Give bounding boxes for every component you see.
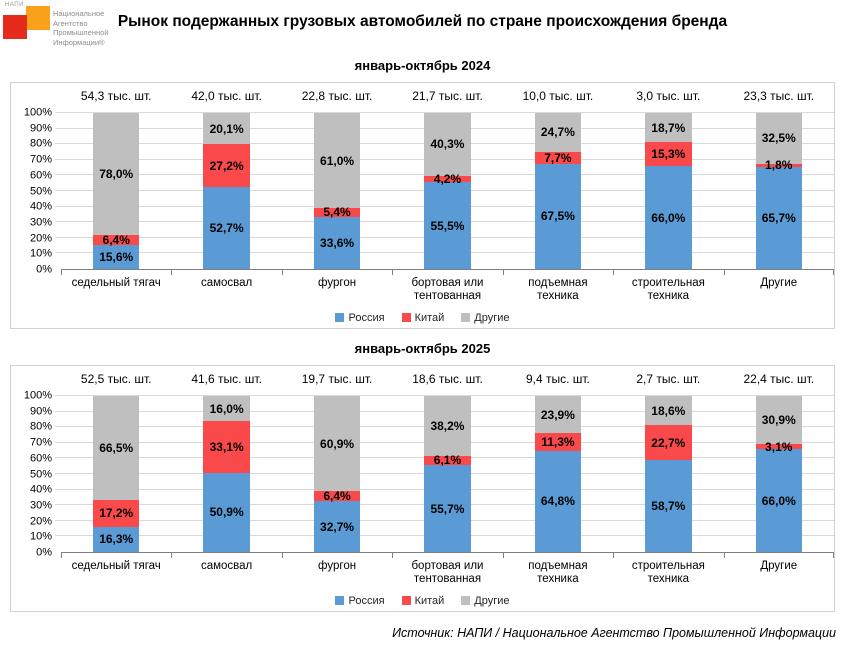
stacked-bar bbox=[314, 396, 360, 552]
bar-slot bbox=[613, 396, 723, 552]
logo-text-line: Информации® bbox=[53, 37, 105, 47]
logo-text-line: Национальное bbox=[53, 9, 105, 18]
segment-value-label: 1,8% bbox=[765, 158, 793, 173]
segment-value-label: 15,3% bbox=[651, 147, 686, 162]
bar-slot bbox=[61, 113, 171, 269]
stacked-bar bbox=[535, 396, 581, 552]
legend-swatch-others bbox=[461, 313, 470, 322]
page-title: Рынок подержанных грузовых автомобилей по стране происхождения бренда bbox=[117, 13, 728, 30]
category-label bbox=[282, 270, 392, 307]
y-axis-tick-label: 40% bbox=[29, 200, 52, 213]
y-axis-tick-label: 80% bbox=[29, 420, 52, 433]
segment-value-label: 6,4% bbox=[102, 232, 130, 247]
legend-label: Китай bbox=[414, 594, 445, 607]
segment-value-label: 32,5% bbox=[761, 131, 796, 146]
segment-value-label: 24,7% bbox=[540, 125, 575, 140]
segment-russia bbox=[535, 164, 581, 269]
bar-slot bbox=[392, 113, 502, 269]
category-label bbox=[724, 553, 834, 590]
segment-russia bbox=[93, 245, 139, 269]
y-axis-tick-label: 100% bbox=[23, 389, 52, 402]
bar-total-label: 22,8 тыс. шт. bbox=[301, 89, 373, 103]
category-label-text: Другие bbox=[760, 560, 798, 572]
segment-value-label: 65,7% bbox=[761, 210, 796, 225]
bar-total-label: 41,6 тыс. шт. bbox=[191, 372, 262, 386]
legend-item-russia bbox=[335, 595, 384, 607]
segment-value-label: 78,0% bbox=[99, 166, 134, 181]
segment-china bbox=[535, 433, 581, 451]
bars bbox=[61, 396, 834, 552]
category-label-text: седельный тягач bbox=[71, 277, 161, 289]
segment-value-label: 55,5% bbox=[430, 218, 465, 233]
y-axis-tick-label: 20% bbox=[29, 515, 52, 528]
y-axis-tick-label: 60% bbox=[29, 452, 52, 465]
segment-russia bbox=[424, 182, 470, 269]
segment-value-label: 22,7% bbox=[651, 435, 686, 450]
segment-value-label: 17,2% bbox=[99, 506, 134, 521]
segment-value-label: 33,6% bbox=[320, 235, 355, 250]
segment-value-label: 64,8% bbox=[540, 494, 575, 509]
category-label-text: самосвал bbox=[200, 560, 253, 572]
napi-logo-wordmark: НАПИ bbox=[5, 2, 24, 8]
segment-value-label: 16,0% bbox=[209, 401, 244, 416]
y-axis bbox=[11, 389, 61, 559]
stacked-bar bbox=[756, 396, 802, 552]
y-axis-tick-label: 0% bbox=[36, 546, 52, 559]
segment-russia bbox=[93, 527, 139, 552]
segment-others bbox=[645, 396, 691, 425]
bar-total-label: 52,5 тыс. шт. bbox=[80, 372, 152, 386]
y-axis-tick-label: 50% bbox=[29, 468, 52, 480]
y-axis-tick-label: 20% bbox=[29, 232, 52, 245]
stacked-bar bbox=[535, 113, 581, 269]
chart-jan-oct-2024 bbox=[10, 58, 835, 329]
category-label-text: седельный тягач bbox=[71, 560, 161, 572]
legend bbox=[11, 307, 834, 328]
legend-label: Другие bbox=[474, 594, 510, 607]
segment-value-label: 6,1% bbox=[433, 453, 462, 468]
bars bbox=[61, 113, 834, 269]
bar-total-label: 2,7 тыс. шт. bbox=[636, 372, 701, 386]
plot-area bbox=[61, 396, 834, 553]
segment-value-label: 20,1% bbox=[209, 121, 244, 136]
legend-swatch-russia bbox=[335, 313, 344, 322]
category-label-text: бортовая или тентованная bbox=[411, 277, 484, 302]
segment-value-label: 11,3% bbox=[541, 435, 575, 450]
segment-value-label: 5,4% bbox=[323, 205, 351, 220]
category-label-text: подъемная техника bbox=[528, 277, 588, 302]
category-label-text: строительная техника bbox=[631, 277, 705, 302]
segment-value-label: 23,9% bbox=[540, 407, 575, 422]
legend-swatch-china bbox=[402, 596, 411, 605]
segment-value-label: 30,9% bbox=[761, 413, 796, 428]
chart-subtitle-2025: январь-октябрь 2025 bbox=[354, 341, 491, 356]
segment-russia bbox=[203, 473, 249, 552]
segment-others bbox=[756, 396, 802, 444]
category-label-text: подъемная техника bbox=[528, 560, 588, 585]
segment-value-label: 18,6% bbox=[651, 403, 686, 418]
stacked-bar bbox=[424, 396, 470, 552]
segment-russia bbox=[645, 460, 691, 552]
bar-total-label: 18,6 тыс. шт. bbox=[412, 372, 483, 386]
segment-value-label: 66,0% bbox=[651, 210, 686, 225]
logo-text-line: Промышленной bbox=[53, 28, 109, 37]
chart-frame bbox=[10, 365, 835, 612]
stacked-bar bbox=[645, 396, 691, 552]
bar-total-label: 22,4 тыс. шт. bbox=[743, 372, 815, 386]
bar-slot bbox=[282, 396, 392, 552]
segment-china bbox=[424, 453, 470, 468]
totals-row bbox=[61, 86, 834, 113]
segment-others bbox=[645, 113, 691, 142]
category-label bbox=[282, 553, 392, 590]
category-label bbox=[503, 553, 613, 590]
legend-label: Китай bbox=[414, 311, 445, 324]
category-label bbox=[171, 270, 281, 307]
segment-value-label: 15,6% bbox=[99, 249, 134, 264]
y-axis-tick-label: 70% bbox=[29, 436, 52, 449]
segment-value-label: 38,2% bbox=[430, 418, 465, 433]
segment-others bbox=[203, 396, 249, 421]
segment-others bbox=[756, 113, 802, 164]
source-note: Источник: НАПИ / Национальное Агентство Промышленной Информации bbox=[392, 626, 836, 640]
segment-china bbox=[424, 172, 470, 187]
legend-item-china bbox=[402, 312, 445, 324]
stacked-bar bbox=[314, 113, 360, 269]
bar-total-label: 23,3 тыс. шт. bbox=[743, 89, 815, 103]
segment-value-label: 18,7% bbox=[651, 120, 686, 135]
segment-value-label: 66,5% bbox=[99, 440, 134, 455]
bar-total-label: 9,4 тыс. шт. bbox=[525, 372, 590, 386]
segment-china bbox=[756, 158, 802, 173]
segment-russia bbox=[756, 167, 802, 269]
legend-item-russia bbox=[335, 312, 384, 324]
segment-china bbox=[645, 425, 691, 460]
segment-value-label: 16,3% bbox=[99, 532, 134, 547]
category-label-text: строительная техника bbox=[631, 560, 705, 585]
category-label-text: фургон bbox=[318, 277, 357, 289]
bar-slot bbox=[61, 396, 171, 552]
logo-orange-square-icon bbox=[26, 6, 50, 30]
segment-russia bbox=[203, 187, 249, 269]
segment-value-label: 6,4% bbox=[323, 489, 351, 504]
y-axis-tick-label: 90% bbox=[29, 405, 52, 418]
bar-slot bbox=[282, 113, 392, 269]
chart-frame bbox=[10, 82, 835, 329]
segment-value-label: 66,0% bbox=[761, 493, 796, 508]
category-label bbox=[171, 553, 281, 590]
legend bbox=[11, 590, 834, 611]
legend-label: Россия bbox=[348, 311, 385, 324]
stacked-bar bbox=[203, 396, 249, 552]
segment-others bbox=[535, 113, 581, 152]
segment-china bbox=[93, 500, 139, 527]
bar-slot bbox=[503, 113, 613, 269]
bar-slot bbox=[171, 113, 281, 269]
chart-subtitle-2024: январь-октябрь 2024 bbox=[354, 58, 491, 73]
bar-slot bbox=[392, 396, 502, 552]
stacked-bar bbox=[93, 113, 139, 269]
bar-slot bbox=[613, 113, 723, 269]
bar-slot bbox=[724, 113, 834, 269]
segment-russia bbox=[645, 166, 691, 269]
y-axis-tick-label: 90% bbox=[29, 122, 52, 135]
category-label bbox=[61, 270, 171, 307]
category-label-text: фургон bbox=[318, 560, 357, 572]
stacked-bar bbox=[424, 113, 470, 269]
segment-others bbox=[424, 396, 470, 456]
category-label-text: Другие bbox=[760, 277, 798, 289]
legend-label: Другие bbox=[474, 311, 510, 324]
segment-others bbox=[93, 396, 139, 500]
segment-value-label: 27,2% bbox=[209, 158, 244, 173]
x-axis-labels bbox=[61, 270, 834, 307]
stacked-bar bbox=[645, 113, 691, 269]
segment-china bbox=[645, 142, 691, 166]
totals-row bbox=[61, 369, 834, 396]
napi-logo bbox=[2, 2, 152, 64]
segment-value-label: 40,3% bbox=[430, 137, 465, 152]
bar-total-label: 19,7 тыс. шт. bbox=[301, 372, 373, 386]
bar-total-label: 10,0 тыс. шт. bbox=[522, 89, 594, 103]
segment-value-label: 67,5% bbox=[540, 209, 575, 224]
y-axis-tick-label: 30% bbox=[29, 499, 52, 512]
segment-china bbox=[203, 421, 249, 473]
segment-china bbox=[203, 144, 249, 186]
category-label-text: бортовая или тентованная bbox=[411, 560, 484, 585]
segment-russia bbox=[314, 501, 360, 552]
segment-value-label: 60,9% bbox=[320, 436, 355, 451]
segment-value-label: 4,2% bbox=[433, 172, 462, 187]
legend-swatch-others bbox=[461, 596, 470, 605]
bar-total-label: 3,0 тыс. шт. bbox=[636, 89, 701, 103]
segment-others bbox=[314, 113, 360, 208]
segment-russia bbox=[314, 217, 360, 269]
y-axis-tick-label: 70% bbox=[29, 153, 52, 166]
segment-value-label: 33,1% bbox=[209, 439, 244, 454]
y-axis bbox=[11, 106, 61, 276]
chart-jan-oct-2025 bbox=[10, 341, 835, 612]
category-label bbox=[613, 553, 723, 590]
category-label-text: самосвал bbox=[200, 277, 253, 289]
legend-item-china bbox=[402, 595, 445, 607]
y-axis-tick-label: 60% bbox=[29, 169, 52, 182]
segment-value-label: 61,0% bbox=[320, 153, 355, 168]
y-axis-tick-label: 100% bbox=[23, 106, 52, 119]
legend-swatch-russia bbox=[335, 596, 344, 605]
category-label bbox=[724, 270, 834, 307]
segment-others bbox=[424, 113, 470, 176]
segment-value-label: 58,7% bbox=[651, 499, 686, 514]
bar-slot bbox=[503, 396, 613, 552]
y-axis-tick-label: 50% bbox=[29, 185, 52, 197]
segment-value-label: 3,1% bbox=[765, 439, 793, 454]
category-label bbox=[613, 270, 723, 307]
bar-slot bbox=[171, 396, 281, 552]
y-axis-tick-label: 10% bbox=[29, 530, 52, 543]
segment-value-label: 52,7% bbox=[209, 220, 244, 235]
category-label bbox=[503, 270, 613, 307]
legend-item-others bbox=[461, 312, 509, 324]
bar-total-label: 21,7 тыс. шт. bbox=[412, 89, 483, 103]
segment-china bbox=[93, 232, 139, 247]
segment-value-label: 7,7% bbox=[544, 150, 572, 165]
segment-russia bbox=[756, 449, 802, 552]
legend-swatch-china bbox=[402, 313, 411, 322]
segment-others bbox=[203, 113, 249, 144]
segment-china bbox=[314, 205, 360, 220]
legend-item-others bbox=[461, 595, 509, 607]
category-label bbox=[392, 270, 502, 307]
category-label bbox=[61, 553, 171, 590]
bar-total-label: 42,0 тыс. шт. bbox=[191, 89, 262, 103]
category-label bbox=[392, 553, 502, 590]
segment-russia bbox=[535, 451, 581, 552]
logo-red-square-icon bbox=[3, 15, 27, 39]
stacked-bar bbox=[203, 113, 249, 269]
segment-value-label: 55,7% bbox=[430, 501, 465, 516]
logo-text-line: Агентство bbox=[53, 18, 88, 28]
y-axis-tick-label: 30% bbox=[29, 216, 52, 229]
segment-china bbox=[756, 439, 802, 454]
y-axis-tick-label: 0% bbox=[36, 263, 52, 276]
stacked-bar bbox=[93, 396, 139, 552]
segment-russia bbox=[424, 465, 470, 552]
segment-others bbox=[314, 396, 360, 491]
segment-china bbox=[535, 152, 581, 164]
segment-others bbox=[93, 113, 139, 235]
y-axis-tick-label: 40% bbox=[29, 483, 52, 496]
stacked-bar bbox=[756, 113, 802, 269]
segment-value-label: 50,9% bbox=[209, 505, 244, 520]
y-axis-tick-label: 80% bbox=[29, 137, 52, 150]
segment-china bbox=[314, 489, 360, 504]
bar-total-label: 54,3 тыс. шт. bbox=[80, 89, 152, 103]
legend-label: Россия bbox=[348, 594, 385, 607]
x-axis-labels bbox=[61, 553, 834, 590]
bar-slot bbox=[724, 396, 834, 552]
segment-others bbox=[535, 396, 581, 433]
y-axis-tick-label: 10% bbox=[29, 247, 52, 260]
plot-area bbox=[61, 113, 834, 270]
segment-value-label: 32,7% bbox=[320, 519, 355, 534]
